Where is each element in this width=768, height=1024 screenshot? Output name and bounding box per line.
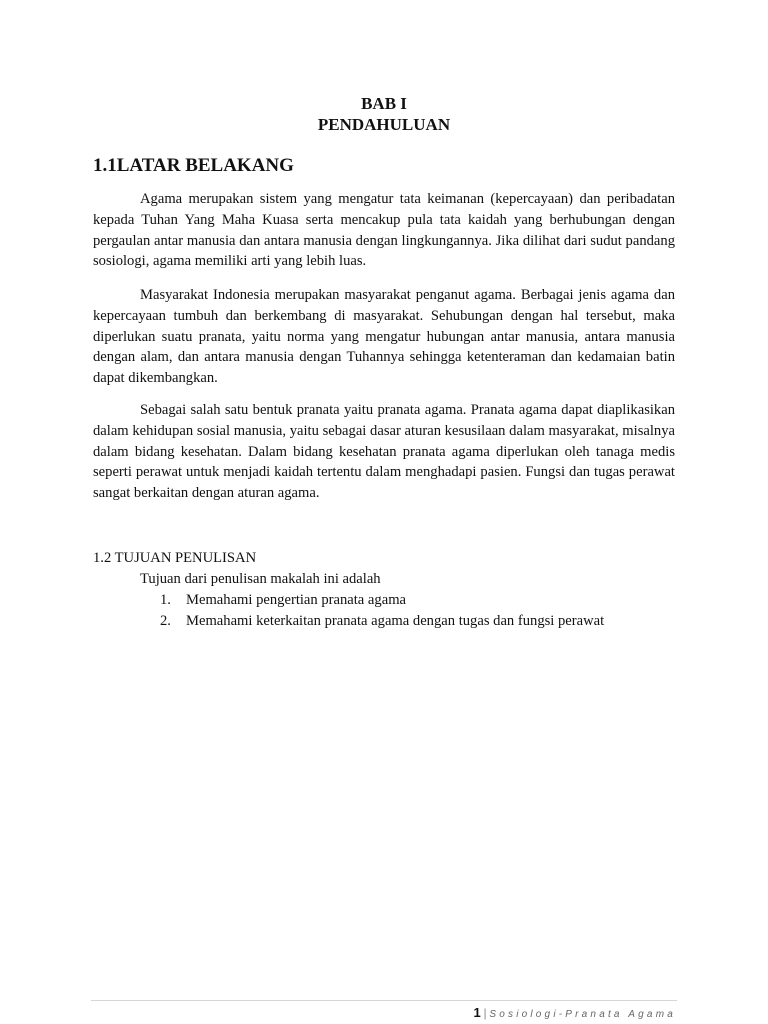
section-heading-latar-belakang: 1.1LATAR BELAKANG — [93, 155, 294, 176]
goals-intro: Tujuan dari penulisan makalah ini adalah — [140, 571, 381, 587]
paragraph-1: Agama merupakan sistem yang mengatur tata keimanan (kepercayaan) dan peribadatan kepada Tuhan Yang Maha Kuasa serta mencakup pula tata kaidah yang berhubungan dengan pergaulan antar manusia dan antara manusia dengan lingkungannya. Jika dilihat dari sudut pandang sosiologi, agama memiliki arti yang lebih luas. — [93, 191, 675, 270]
goals-list — [160, 590, 604, 631]
footer-divider — [91, 1000, 677, 1001]
chapter-title: PENDAHULUAN — [317, 115, 451, 134]
chapter-label: BAB I — [361, 94, 407, 113]
list-item — [160, 590, 604, 611]
paragraph-2: Masyarakat Indonesia merupakan masyarakat penganut agama. Berbagai jenis agama dan kepercayaan tumbuh dan berkembang di masyarakat. Sehubungan dengan hal tersebut, maka diperlukan suatu pranata, yaitu norma yang mengatur hubungan antar manusia, antara manusia dengan alam, dan antara manusia dengan Tuhannya sehingga ketenteraman dan kedamaian batin dapat dikembangkan. — [93, 287, 675, 387]
running-title: Sosiologi-Pranata Agama — [489, 1009, 676, 1020]
list-item-text: Memahami keterkaitan pranata agama dengan tugas dan fungsi perawat — [186, 612, 605, 629]
page-number: 1 — [473, 1005, 481, 1020]
list-item-text: Memahami pengertian pranata agama — [186, 592, 407, 608]
paragraph-3: Sebagai salah satu bentuk pranata yaitu pranata agama. Pranata agama dapat diaplikasikan dalam kehidupan sosial manusia, yaitu sebagai dasar aturan kesusilaan dalam masyarakat, misalnya dalam bidang kesehatan. Dalam bidang kesehatan pranata agama diperlukan oleh tanaga medis seperti perawat untuk menjadi kaidah tertentu dalam menghadapi pasien. Fungsi dan tugas perawat sangat berkaitan dengan aturan agama. — [93, 402, 675, 502]
list-item-number: 2. — [160, 612, 171, 629]
section-heading-tujuan-penulisan: 1.2 TUJUAN PENULISAN — [93, 550, 257, 566]
footer-separator: | — [483, 1005, 487, 1020]
list-item-number: 1. — [160, 592, 171, 608]
page-footer — [474, 1005, 676, 1021]
list-item — [160, 611, 604, 632]
